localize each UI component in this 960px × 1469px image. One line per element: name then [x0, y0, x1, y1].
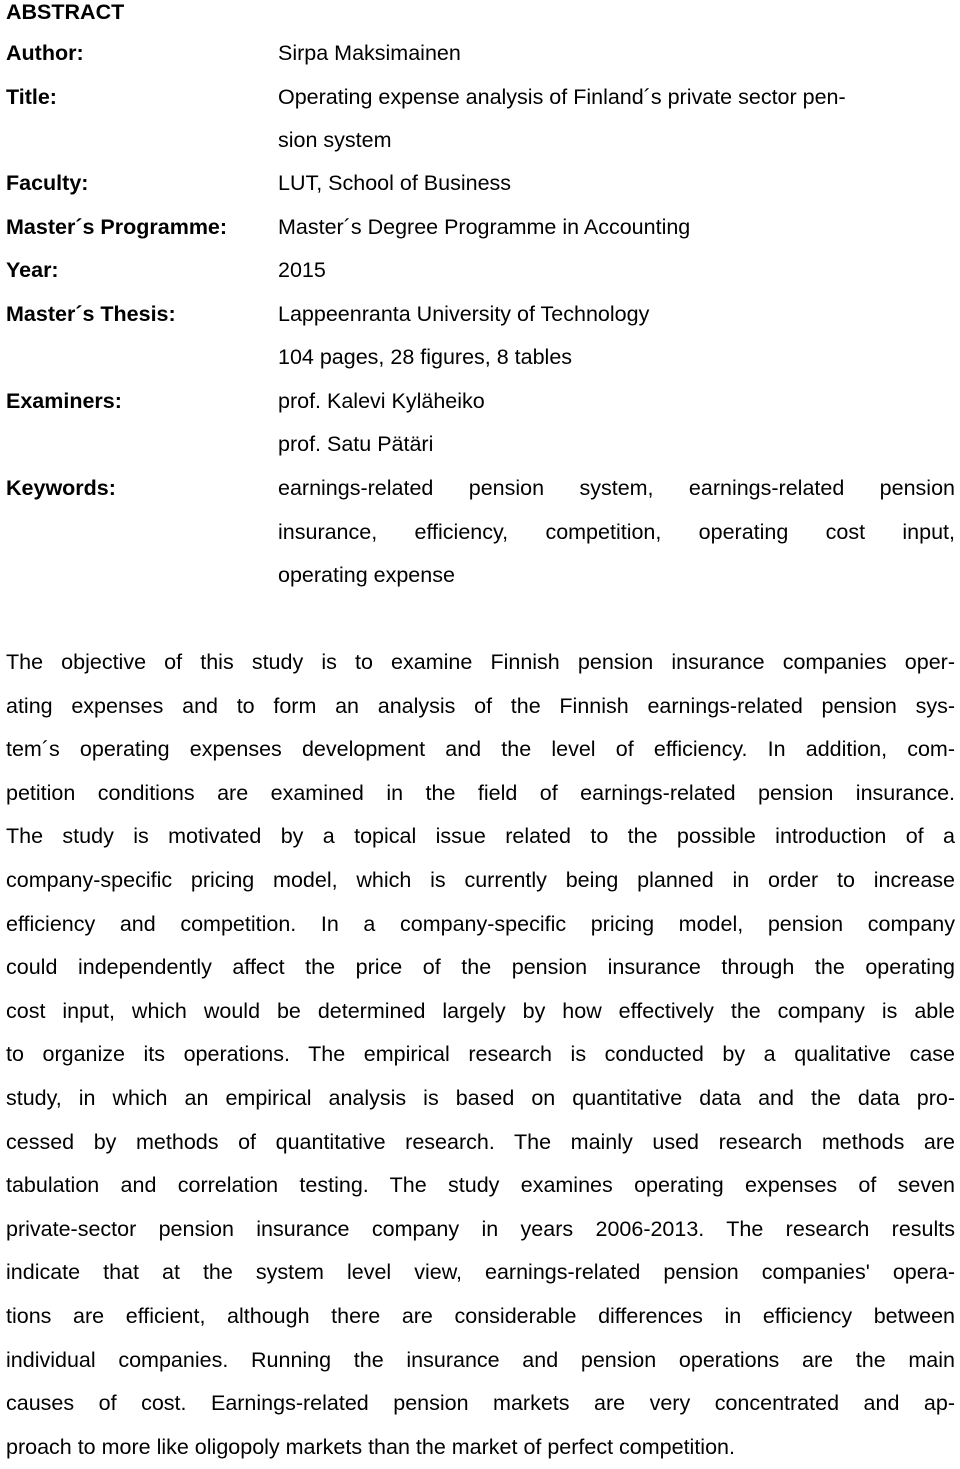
programme-label: Master´s Programme: — [6, 215, 228, 239]
abstract-line: causes of cost. Earnings-related pension markets are very concentrated and ap- — [6, 1391, 955, 1416]
abstract-line: proach to more like oligopoly markets than the market of perfect competition. — [6, 1434, 735, 1459]
abstract-line: individual companies. Running the insurance and pension operations are the main — [6, 1347, 955, 1372]
keywords-line: operating expense — [278, 563, 455, 588]
programme-row — [0, 206, 960, 250]
abstract-line: to organize its operations. The empirical research is conducted by a qualitative case — [6, 1042, 955, 1067]
page-heading: ABSTRACT — [6, 0, 125, 24]
abstract-line: efficiency and competition. In a company-specific pricing model, pension company — [6, 911, 955, 936]
keywords-line: insurance, efficiency, competition, operating cost input, — [278, 519, 955, 544]
keywords-line: earnings-related pension system, earnings-related pension — [278, 476, 955, 500]
author-row — [0, 32, 960, 76]
abstract-line: tabulation and correlation testing. The study examines operating expenses of seven — [6, 1173, 955, 1198]
keywords-label: Keywords: — [6, 476, 116, 500]
faculty-row — [0, 162, 960, 206]
year-label: Year: — [6, 258, 59, 282]
abstract-line: could independently affect the price of the pension insurance through the operating — [6, 955, 955, 980]
title-row-continued — [0, 119, 960, 163]
examiners-row-continued — [0, 423, 960, 467]
thesis-row-continued — [0, 336, 960, 380]
author-label: Author: — [6, 41, 84, 65]
thesis-row — [0, 293, 960, 337]
title-label: Title: — [6, 85, 57, 109]
abstract-line: company-specific pricing model, which is currently being planned in order to increase — [6, 867, 955, 892]
abstract-line: ating expenses and to form an analysis of the Finnish earnings-related pension sys- — [6, 693, 955, 718]
title-value-line-1: Operating expense analysis of Finland´s private sector pen- — [278, 85, 846, 109]
examiner-1: prof. Kalevi Kyläheiko — [278, 389, 485, 413]
abstract-line: tem´s operating expenses development and the level of efficiency. In addition, com- — [6, 737, 955, 762]
year-row — [0, 249, 960, 293]
abstract-line: study, in which an empirical analysis is based on quantitative data and the data pro- — [6, 1085, 955, 1110]
title-row — [0, 76, 960, 120]
examiners-label: Examiners: — [6, 389, 122, 413]
abstract-body — [6, 641, 955, 1469]
programme-value: Master´s Degree Programme in Accounting — [278, 215, 691, 239]
author-value: Sirpa Maksimainen — [278, 41, 461, 65]
thesis-label: Master´s Thesis: — [6, 302, 176, 326]
examiners-row — [0, 380, 960, 424]
examiner-2: prof. Satu Pätäri — [278, 432, 434, 456]
faculty-value: LUT, School of Business — [278, 171, 512, 195]
faculty-label: Faculty: — [6, 171, 89, 195]
abstract-line: private-sector pension insurance company in years 2006-2013. The research results — [6, 1216, 955, 1241]
abstract-line: cessed by methods of quantitative research. The mainly used research methods are — [6, 1129, 955, 1154]
abstract-line: The study is motivated by a topical issue related to the possible introduction of a — [6, 824, 955, 849]
abstract-line: petition conditions are examined in the field of earnings-related pension insurance. — [6, 780, 955, 805]
abstract-line: The objective of this study is to examine Finnish pension insurance companies oper- — [6, 650, 955, 674]
abstract-line: cost input, which would be determined largely by how effectively the company is able — [6, 998, 955, 1023]
thesis-value-line-1: Lappeenranta University of Technology — [278, 302, 650, 326]
keywords-block — [278, 467, 955, 598]
abstract-line: tions are efficient, although there are considerable differences in efficiency between — [6, 1303, 955, 1328]
abstract-line: indicate that at the system level view, earnings-related pension companies' opera- — [6, 1260, 955, 1285]
title-value-line-2: sion system — [278, 128, 392, 152]
year-value: 2015 — [278, 258, 326, 282]
thesis-value-line-2: 104 pages, 28 figures, 8 tables — [278, 345, 573, 369]
